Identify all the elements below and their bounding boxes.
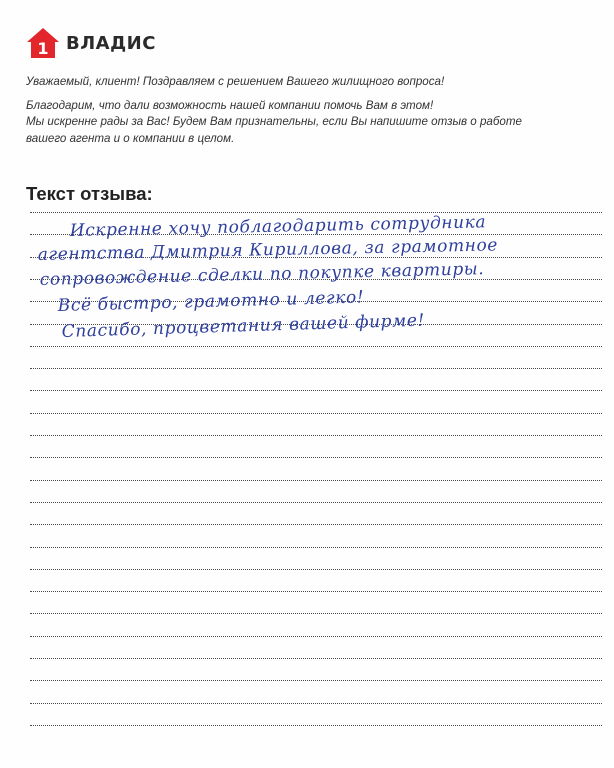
review-heading: Текст отзыва: <box>26 183 153 204</box>
handwritten-line: сопровождение сделки по покупке квартиры. <box>39 259 485 290</box>
thanks-line: Мы искренне рады за Вас! Будем Вам признательны, если Вы напишите отзыв о работе <box>26 115 522 128</box>
brand-name: ВЛАДИС <box>66 32 156 54</box>
thanks-line: вашего агента и о компании в целом. <box>26 131 235 145</box>
greeting-line: Уважаемый, клиент! Поздравляем с решением Вашего жилищного вопроса! <box>26 75 445 88</box>
svg-text:1: 1 <box>37 39 49 58</box>
thanks-line: Благодарим, что дали возможность нашей компании помочь Вам в этом! <box>26 98 434 112</box>
handwritten-line: Искренне хочу поблагодарить сотрудника <box>69 212 487 241</box>
handwritten-line: Всё быстро, грамотно и легко! <box>57 287 365 316</box>
handwritten-line: агентства Дмитрия Кириллова, за грамотное <box>37 235 499 265</box>
handwritten-line: Спасибо, процветания вашей фирме! <box>61 310 426 342</box>
